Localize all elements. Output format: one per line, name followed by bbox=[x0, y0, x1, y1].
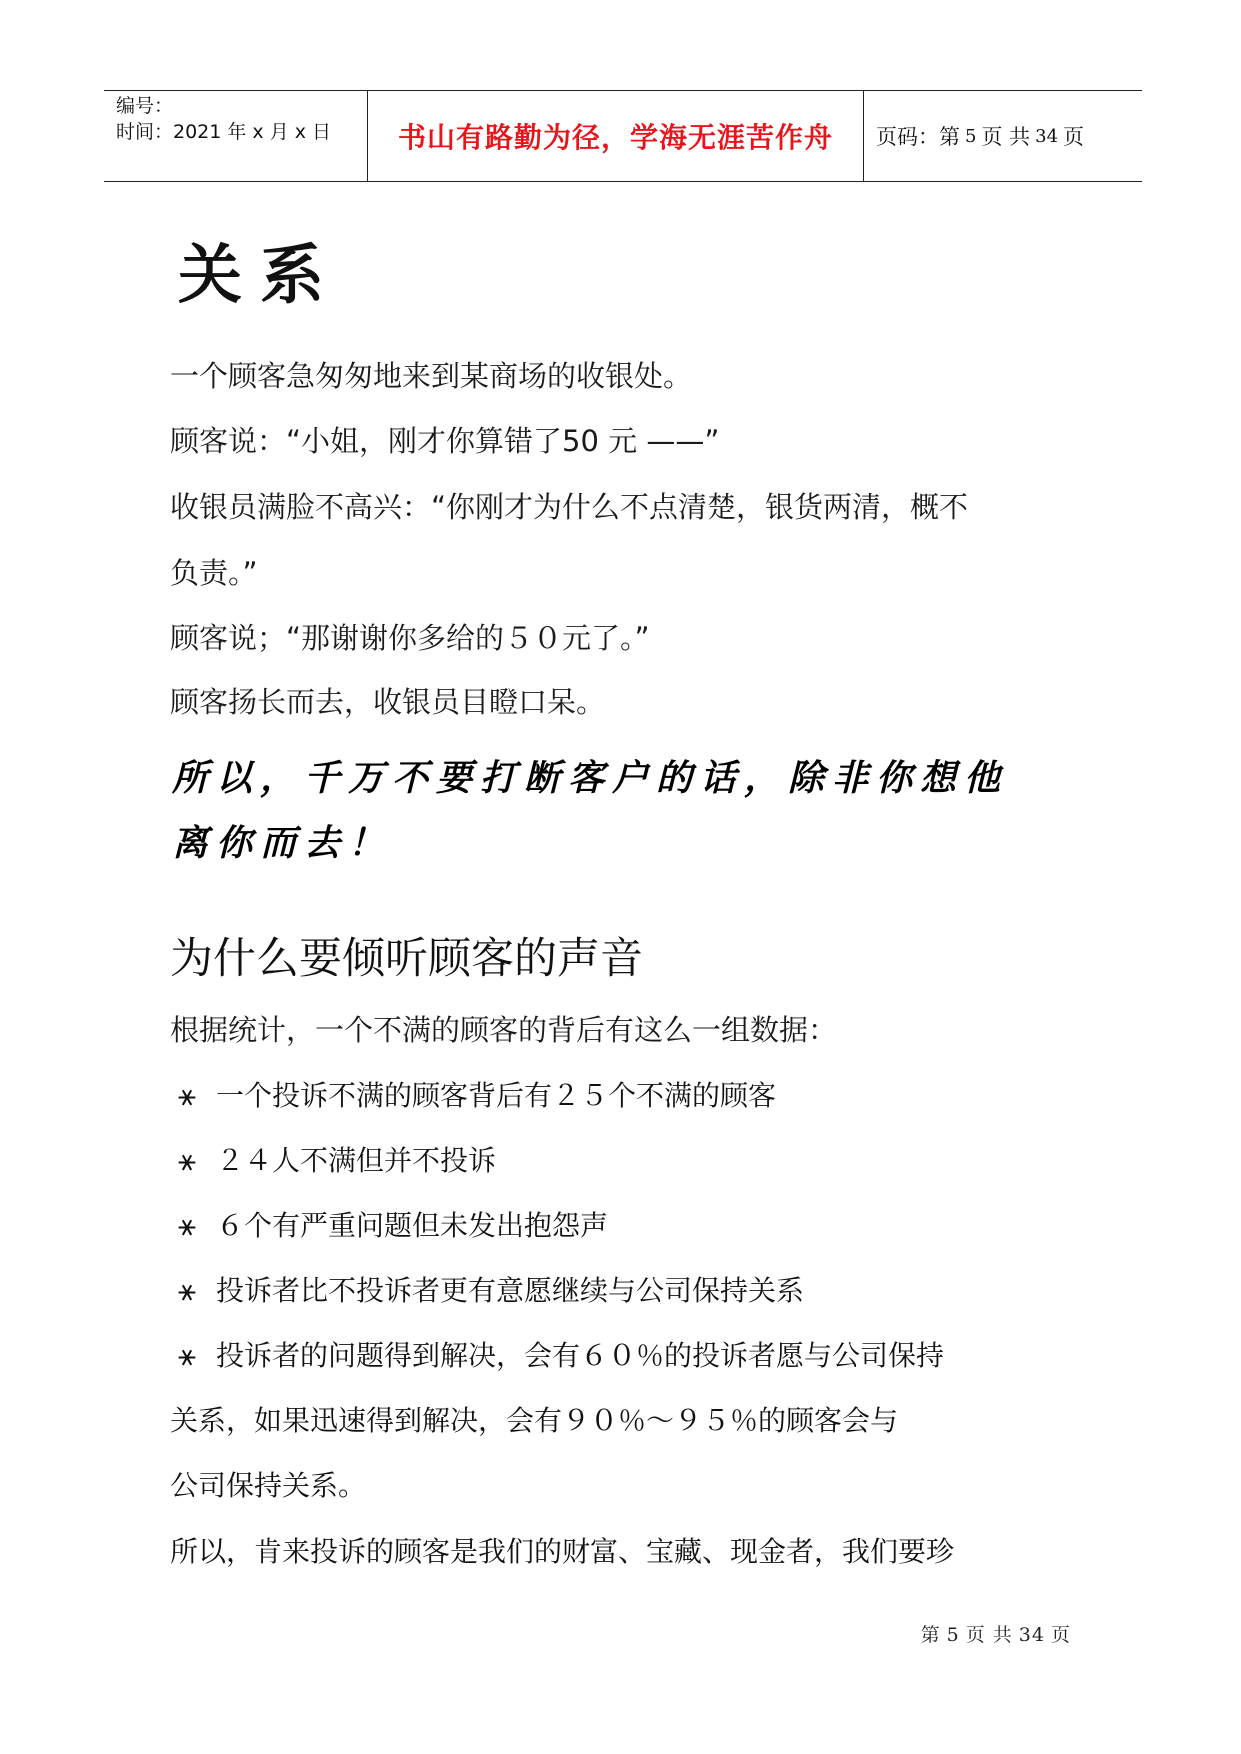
stats-intro: 根据统计，一个不满的顾客的背后有这么一组数据： bbox=[170, 1013, 838, 1047]
bullet-item bbox=[170, 1273, 804, 1309]
footer-suffix: 页 bbox=[1050, 1624, 1071, 1646]
time-label: 时间：2021 年 x 月 x 日 bbox=[116, 121, 332, 143]
bullet-text: ６个有严重问题但未发出抱怨声 bbox=[216, 1209, 609, 1242]
header-page-prefix: 页码：第 bbox=[876, 125, 960, 149]
page-footer bbox=[921, 1620, 1071, 1647]
header-page-mid: 页 共 bbox=[981, 125, 1031, 149]
story-line: 顾客扬长而去，收银员目瞪口呆。 bbox=[170, 685, 606, 719]
serial-number-label: 编号： bbox=[116, 95, 174, 117]
asterisk-bullet-icon: ⚹ bbox=[178, 1208, 196, 1243]
asterisk-bullet-icon: ⚹ bbox=[178, 1143, 196, 1178]
bullet-item bbox=[170, 1338, 944, 1374]
header-page-number: 5 bbox=[965, 125, 977, 147]
header-meta-cell bbox=[104, 91, 368, 181]
footer-mid: 页 共 bbox=[965, 1624, 1013, 1646]
continuation-line: 所以，肯来投诉的顾客是我们的财富、宝藏、现金者，我们要珍 bbox=[170, 1535, 955, 1568]
asterisk-bullet-icon: ⚹ bbox=[178, 1273, 196, 1308]
section-heading: 为什么要倾听顾客的声音 bbox=[170, 934, 643, 984]
story-line: 收银员满脸不高兴：“你刚才为什么不点清楚，银货两清，概不 bbox=[170, 490, 969, 524]
bullet-text: 一个投诉不满的顾客背后有２５个不满的顾客 bbox=[216, 1079, 777, 1112]
footer-prefix: 第 bbox=[920, 1624, 941, 1646]
bullet-item bbox=[170, 1208, 608, 1244]
page-title: 关系 bbox=[178, 238, 342, 313]
story-line: 顾客说；“那谢谢你多给的５０元了。” bbox=[170, 621, 650, 655]
bullet-text: 投诉者的问题得到解决，会有６０％的投诉者愿与公司保持 bbox=[216, 1339, 945, 1372]
story-line: 顾客说：“小姐，刚才你算错了50 元 ——” bbox=[170, 424, 720, 458]
footer-page-number: 5 bbox=[946, 1624, 960, 1646]
footer-page-total: 34 bbox=[1018, 1624, 1045, 1646]
bullet-item bbox=[170, 1078, 776, 1114]
story-line: 负责。” bbox=[170, 556, 258, 590]
bullet-text: 投诉者比不投诉者更有意愿继续与公司保持关系 bbox=[216, 1274, 805, 1307]
page-header-table bbox=[104, 90, 1142, 182]
header-page-total: 34 bbox=[1035, 125, 1059, 147]
bullet-text: ２４人不满但并不投诉 bbox=[216, 1144, 497, 1177]
moral-line: 离你而去！ bbox=[172, 822, 393, 864]
story-line: 一个顾客急匆匆地来到某商场的收银处。 bbox=[170, 359, 693, 393]
asterisk-bullet-icon: ⚹ bbox=[178, 1338, 196, 1373]
continuation-line: 公司保持关系。 bbox=[170, 1469, 367, 1502]
header-page-suffix: 页 bbox=[1063, 125, 1085, 149]
bullet-item bbox=[170, 1143, 496, 1179]
header-motto: 书山有路勤为径，学海无涯苦作舟 bbox=[397, 121, 833, 154]
asterisk-bullet-icon: ⚹ bbox=[178, 1078, 196, 1113]
header-motto-cell bbox=[368, 91, 864, 181]
header-page-cell bbox=[864, 91, 1142, 181]
continuation-line: 关系，如果迅速得到解决，会有９０％～９５％的顾客会与 bbox=[170, 1404, 899, 1437]
moral-line: 所以，千万不要打断客户的话，除非你想他 bbox=[172, 757, 1009, 799]
